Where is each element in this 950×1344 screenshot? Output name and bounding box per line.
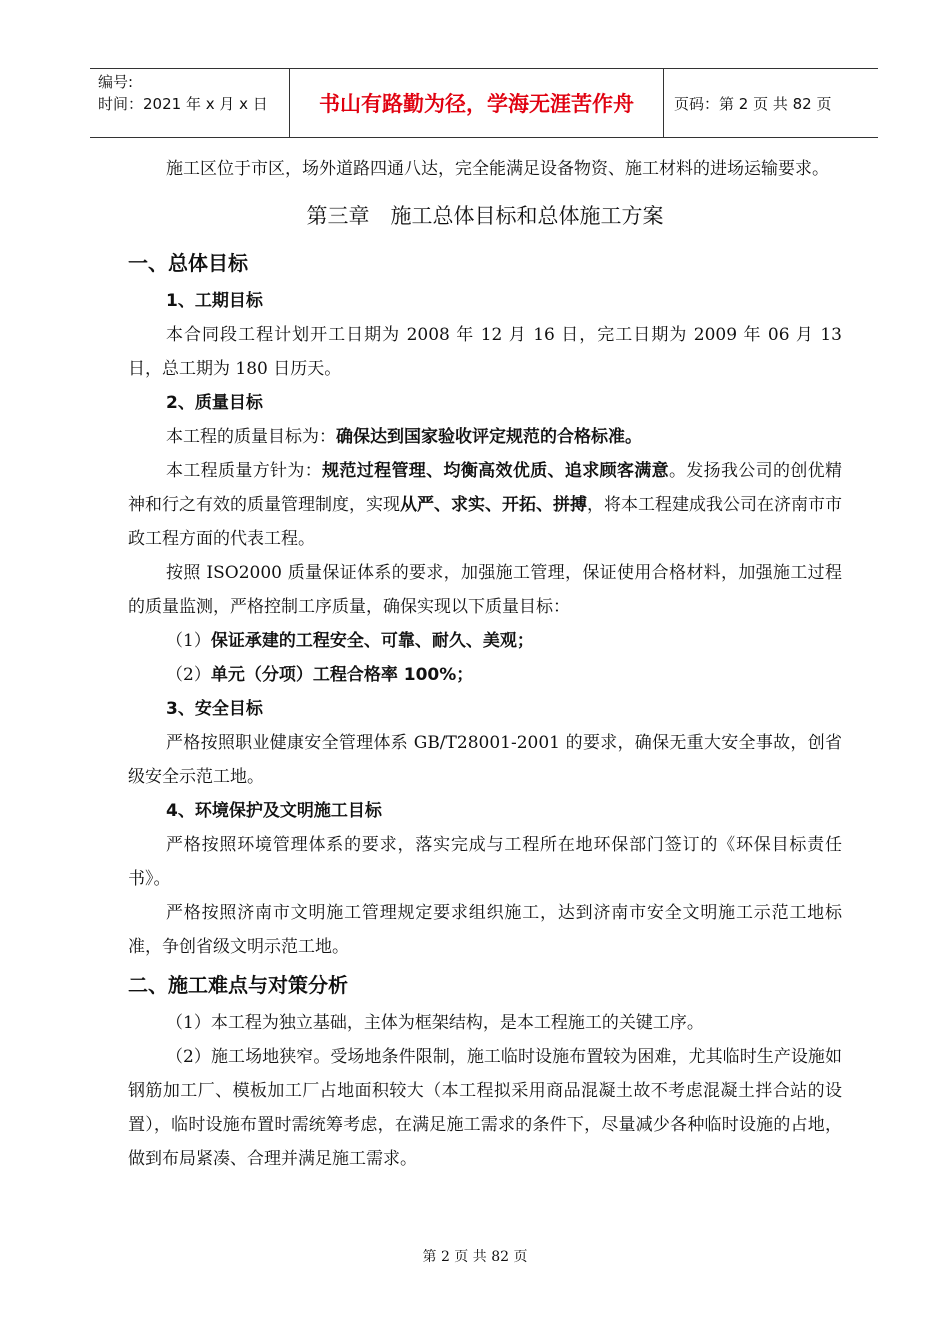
subsection-schedule: 1、工期目标 <box>166 291 263 311</box>
section-heading-1: 一、总体目标 <box>128 251 248 275</box>
quality-list-item <box>128 658 842 692</box>
civilized-construction-paragraph: 严格按照济南市文明施工管理规定要求组织施工，达到济南市安全文明施工示范工地标准，争创省级文明示范工地。 <box>128 903 842 957</box>
page-header <box>90 68 878 138</box>
chapter-title: 第三章 施工总体目标和总体施工方案 <box>306 204 664 228</box>
safety-paragraph: 严格按照职业健康安全管理体系 GB/T28001-2001 的要求，确保无重大安全事故，创省级安全示范工地。 <box>128 733 842 787</box>
document-number-label: 编号: <box>98 73 134 91</box>
document-time: 时间：2021 年 x 月 x 日 <box>98 95 268 113</box>
header-meta <box>90 69 290 137</box>
quality-policy-end: ，将本工程建成我公司在济南市市政工程方面的代表工程。 <box>128 495 842 549</box>
quality-spirit-bold: 从严、求实、开拓、拼搏 <box>400 495 587 515</box>
quality-policy-lead: 本工程质量方针为： <box>166 461 323 481</box>
intro-paragraph: 施工区位于市区，场外道路四通八达，完全能满足设备物资、施工材料的进场运输要求。 <box>166 159 829 179</box>
list-text: 保证承建的工程安全、可靠、耐久、美观； <box>210 631 534 651</box>
subsection-safety: 3、安全目标 <box>166 699 263 719</box>
difficulty-paragraph-2: （2）施工场地狭窄。受场地条件限制，施工临时设施布置较为困难，尤其临时生产设施如钢筋加工厂、模板加工厂占地面积较大（本工程拟采用商品混凝土故不考虑混凝土拌合站的设置），临时设施布置时需统筹考虑，在满足施工需求的条件下，尽量减少各种临时设施的占地，做到布局紧凑、合理并满足施工需求。 <box>128 1047 842 1169</box>
header-page-info: 页码：第 2 页 共 82 页 <box>674 94 832 113</box>
list-marker: （2） <box>166 665 211 685</box>
list-marker: （1） <box>166 631 211 651</box>
quality-goal-lead: 本工程的质量目标为： <box>166 427 336 447</box>
quality-policy-paragraph <box>128 454 842 556</box>
section-heading-2: 二、施工难点与对策分析 <box>128 973 348 997</box>
document-body <box>128 152 842 1176</box>
quality-goal-paragraph <box>128 420 842 454</box>
environment-paragraph: 严格按照环境管理体系的要求，落实完成与工程所在地环保部门签订的《环保目标责任书》。 <box>128 835 842 889</box>
quality-list-item <box>128 624 842 658</box>
quality-policy-text: 。发扬我公司的创优精神和行之有效的质量管理制度，实现 <box>128 461 843 515</box>
list-text: 单元（分项）工程合格率 100%； <box>210 665 474 685</box>
subsection-quality: 2、质量目标 <box>166 393 263 413</box>
quality-policy-bold: 规范过程管理、均衡高效优质、追求顾客满意 <box>322 461 669 481</box>
schedule-paragraph: 本合同段工程计划开工日期为 2008 年 12 月 16 日，完工日期为 2009 年 06 月 13 日，总工期为 180 日历天。 <box>128 325 842 379</box>
difficulty-paragraph-1: （1）本工程为独立基础，主体为框架结构，是本工程施工的关键工序。 <box>166 1013 704 1033</box>
header-motto: 书山有路勤为径，学海无涯苦作舟 <box>290 69 664 137</box>
quality-goal-bold: 确保达到国家验收评定规范的合格标准。 <box>336 427 642 447</box>
subsection-environment: 4、环境保护及文明施工目标 <box>166 801 382 821</box>
page-footer: 第 2 页 共 82 页 <box>422 1249 528 1265</box>
iso-paragraph: 按照 ISO2000 质量保证体系的要求，加强施工管理，保证使用合格材料，加强施工过程的质量监测，严格控制工序质量，确保实现以下质量目标： <box>128 563 842 617</box>
